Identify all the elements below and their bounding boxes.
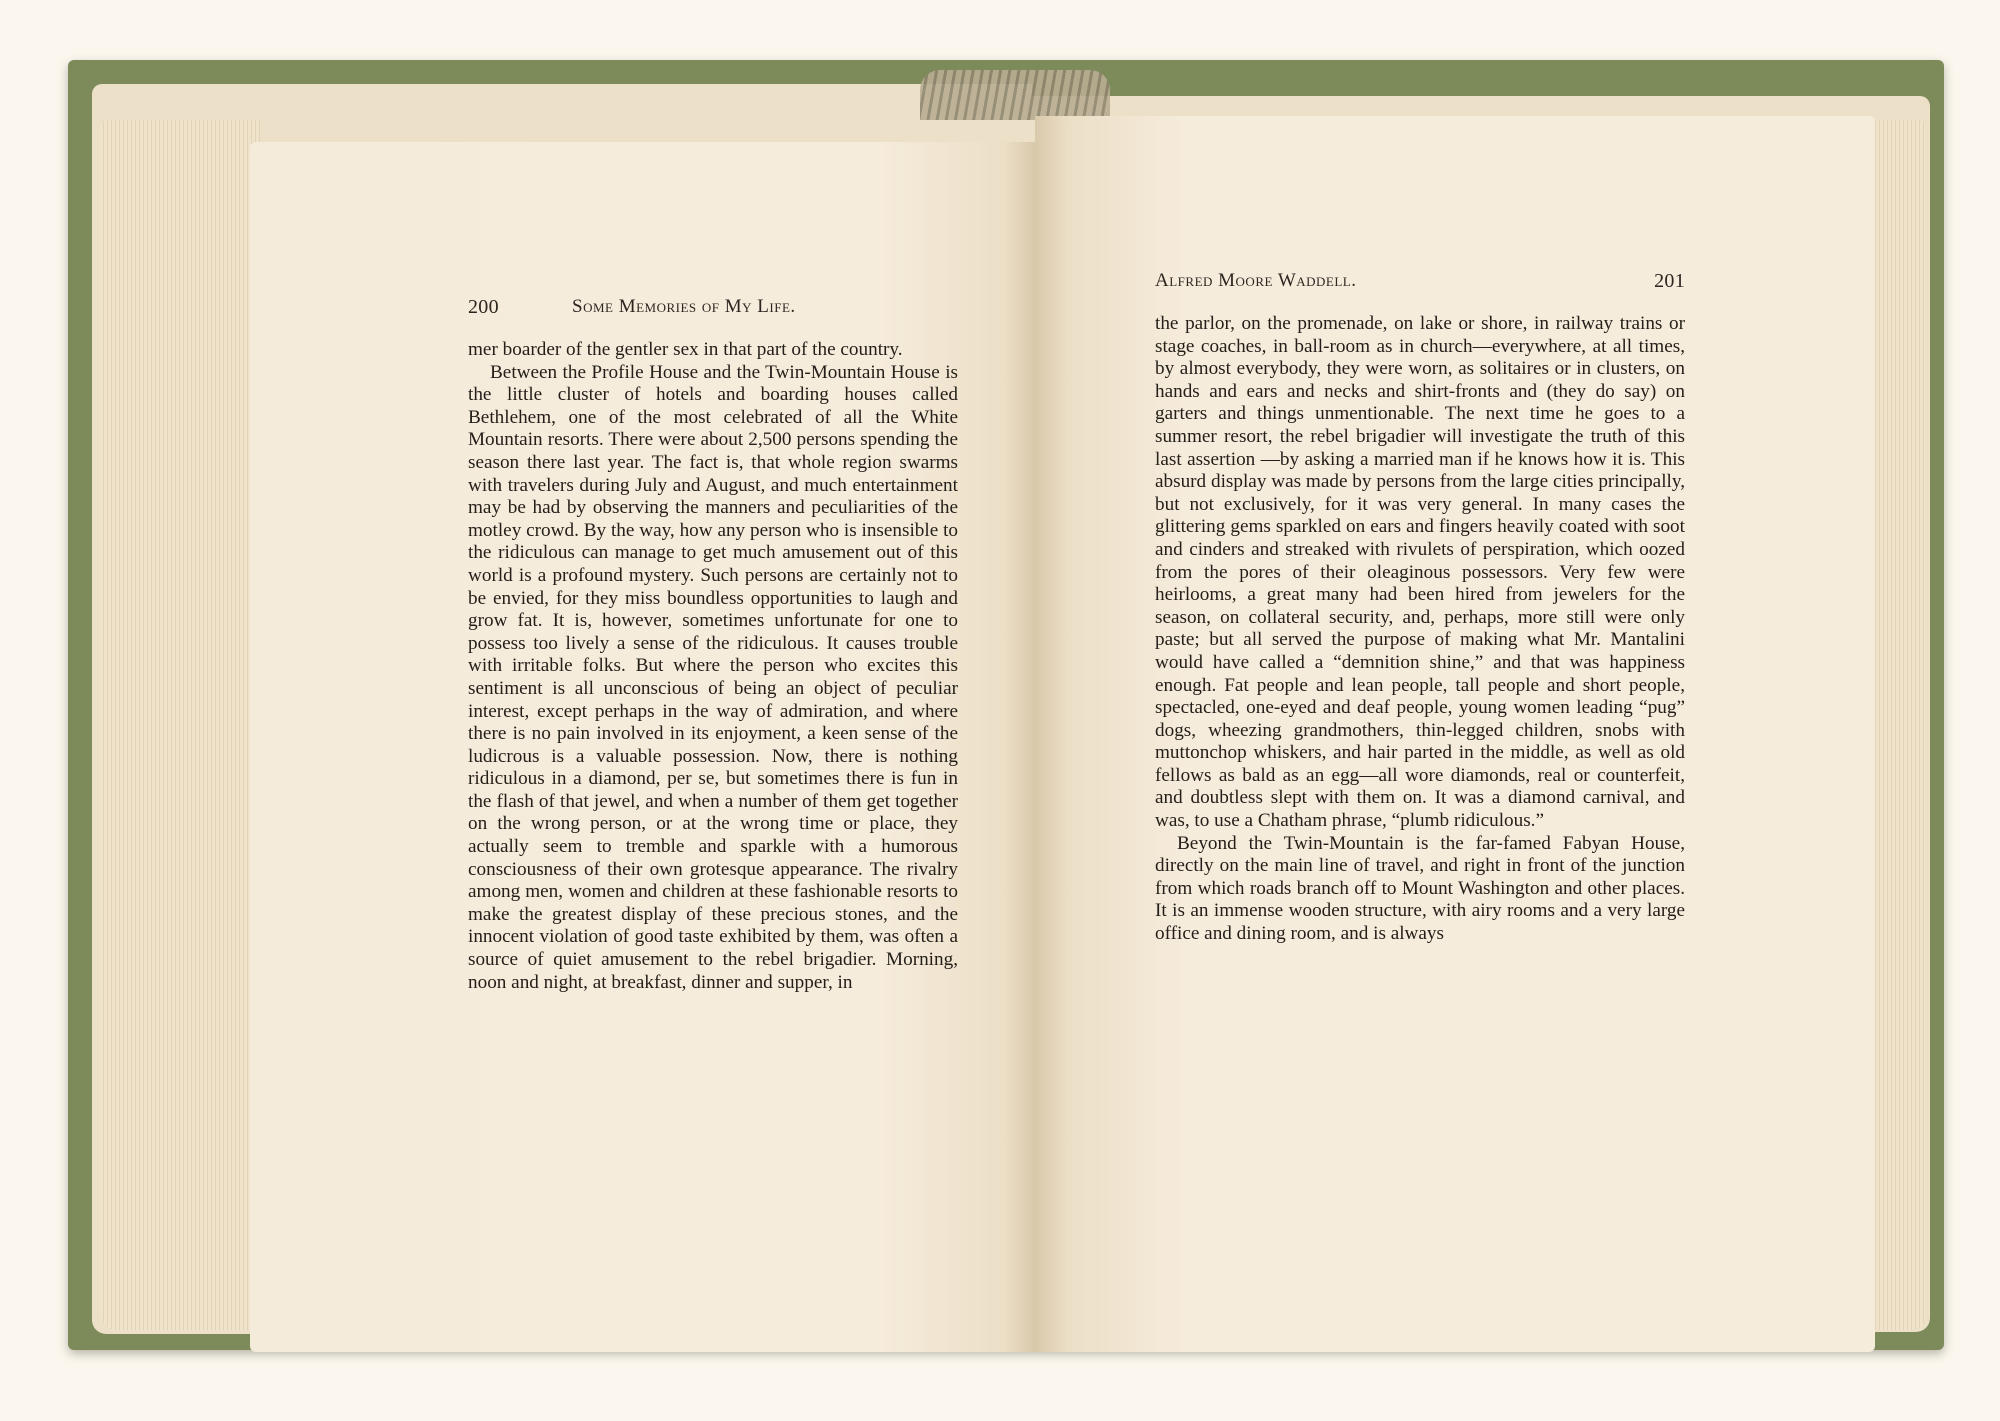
right-running-title: Alfred Moore Waddell. xyxy=(1155,270,1357,291)
right-page xyxy=(1035,116,1875,1352)
spine-headband xyxy=(920,70,1110,120)
left-text-block xyxy=(468,339,958,994)
paragraph: mer boarder of the gentler sex in that part of the country. xyxy=(468,339,903,360)
paragraph: Beyond the Twin-Mountain is the far-famed Fabyan House, directly on the main line of travel, and right in front of the junction from which roads branch off to Mount Washington and other places. It is an immense wooden structure, with airy rooms and a very large office and dining room, and is always xyxy=(1155,832,1685,945)
left-page xyxy=(250,142,1035,1352)
paragraph: the parlor, on the promenade, on lake or shore, in railway trains or stage coaches, in ball-room as in church—everywhere, at all times, by almost everybody, they were worn, as solitaires or in clusters, on hands and ears and necks and shirt-fronts and (they do say) on garters and things unmentionable. The next time he goes to a summer resort, the rebel brigadier will investigate the truth of this last assertion —by asking a married man if he knows how it is. This absurd display was made by persons from the large cities principally, but not exclusively, for it was very general. In many cases the glittering gems sparkled on ears and fingers heavily coated with soot and cinders and streaked with rivulets of perspiration, which oozed from the pores of their oleaginous possessors. Very few were heirlooms, a great many had been hired from jewelers for the season, on collateral security, and, perhaps, more still were only paste; but all served the purpose of making what Mr. Mantalini would have called a “demnition shine,” and that was happiness enough. Fat people and lean people, tall people and short people, spectacled, one-eyed and deaf people, young women leading “pug” dogs, wheezing grandmothers, thin-legged children, snobs with muttonchop whiskers, and hair parted in the middle, as well as old fellows as bald as an egg—all wore diamonds, real or counterfeit, and doubtless slept with them on. It was a diamond carnival, and was, to use a Chatham phrase, “plumb ridiculous.” xyxy=(1155,313,1685,832)
right-page-number: 201 xyxy=(1654,270,1685,292)
paragraph: Between the Profile House and the Twin-Mountain House is the little cluster of hotels and boarding houses called Bethlehem, one of the most celebrated of all the White Mountain resorts. There were about 2,500 persons spending the season there last year. The fact is, that whole region swarms with travelers during July and August, and much entertainment may be had by observing the manners and peculiarities of the motley crowd. By the way, how any person who is insensible to the ridiculous can manage to get much amusement out of this world is a profound mystery. Such persons are certainly not to be envied, for they miss boundless opportunities to laugh and grow fat. It is, however, sometimes unfortunate for one to possess too lively a sense of the ridiculous. It causes trouble with irritable folks. But where the person who excites this sentiment is all unconscious of being an object of peculiar interest, except perhaps in the way of admiration, and where there is no pain involved in its enjoyment, a keen sense of the ludicrous is a valuable possession. Now, there is nothing ridiculous in a diamond, per se, but sometimes there is fun in the flash of that jewel, and when a number of them get together on the wrong person, or at the wrong time or place, they actually seem to tremble and sparkle with a humorous consciousness of their own grotesque appearance. The rivalry among men, women and children at these fashionable resorts to make the greatest display of these precious stones, and the innocent violation of good taste exhibited by them, was often a source of quiet amusement to the rebel brigadier. Morning, noon and night, at breakfast, dinner and supper, in xyxy=(468,361,958,993)
left-running-title: Some Memories of My Life. xyxy=(572,296,796,317)
right-text-block xyxy=(1155,313,1685,946)
left-page-number: 200 xyxy=(468,296,499,318)
left-page-edges xyxy=(100,120,260,1330)
